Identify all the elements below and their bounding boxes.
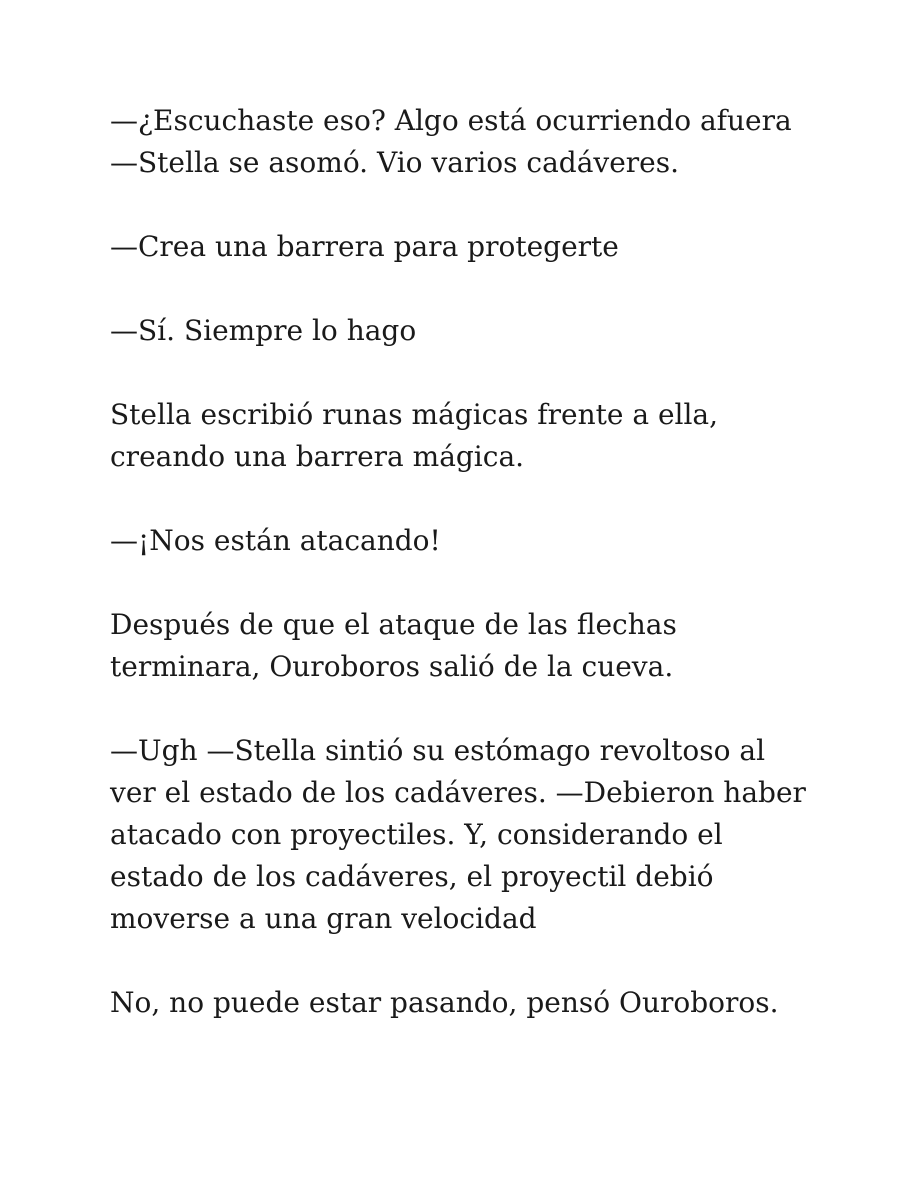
- paragraph-8: No, no puede estar pasando, pensó Ouroboros.: [110, 986, 779, 1019]
- paragraph-7: —Ugh —Stella sintió su estómago revoltoso al ver el estado de los cadáveres. —Debieron haber atacado con proyectiles. Y, considerando el estado de los cadáveres, el proyectil debió moverse a una gran velocidad: [110, 734, 806, 935]
- paragraph-5: —¡Nos están atacando!: [110, 524, 441, 557]
- paragraph-4: Stella escribió runas mágicas frente a ella, creando una barrera mágica.: [110, 398, 719, 473]
- paragraph-1: —¿Escuchaste eso? Algo está ocurriendo afuera —Stella se asomó. Vio varios cadáveres.: [110, 104, 792, 179]
- paragraph-3: —Sí. Siempre lo hago: [110, 314, 417, 347]
- paragraph-2: —Crea una barrera para protegerte: [110, 230, 619, 263]
- story-text: [110, 100, 830, 1024]
- paragraph-6: Después de que el ataque de las flechas terminara, Ouroboros salió de la cueva.: [110, 608, 677, 683]
